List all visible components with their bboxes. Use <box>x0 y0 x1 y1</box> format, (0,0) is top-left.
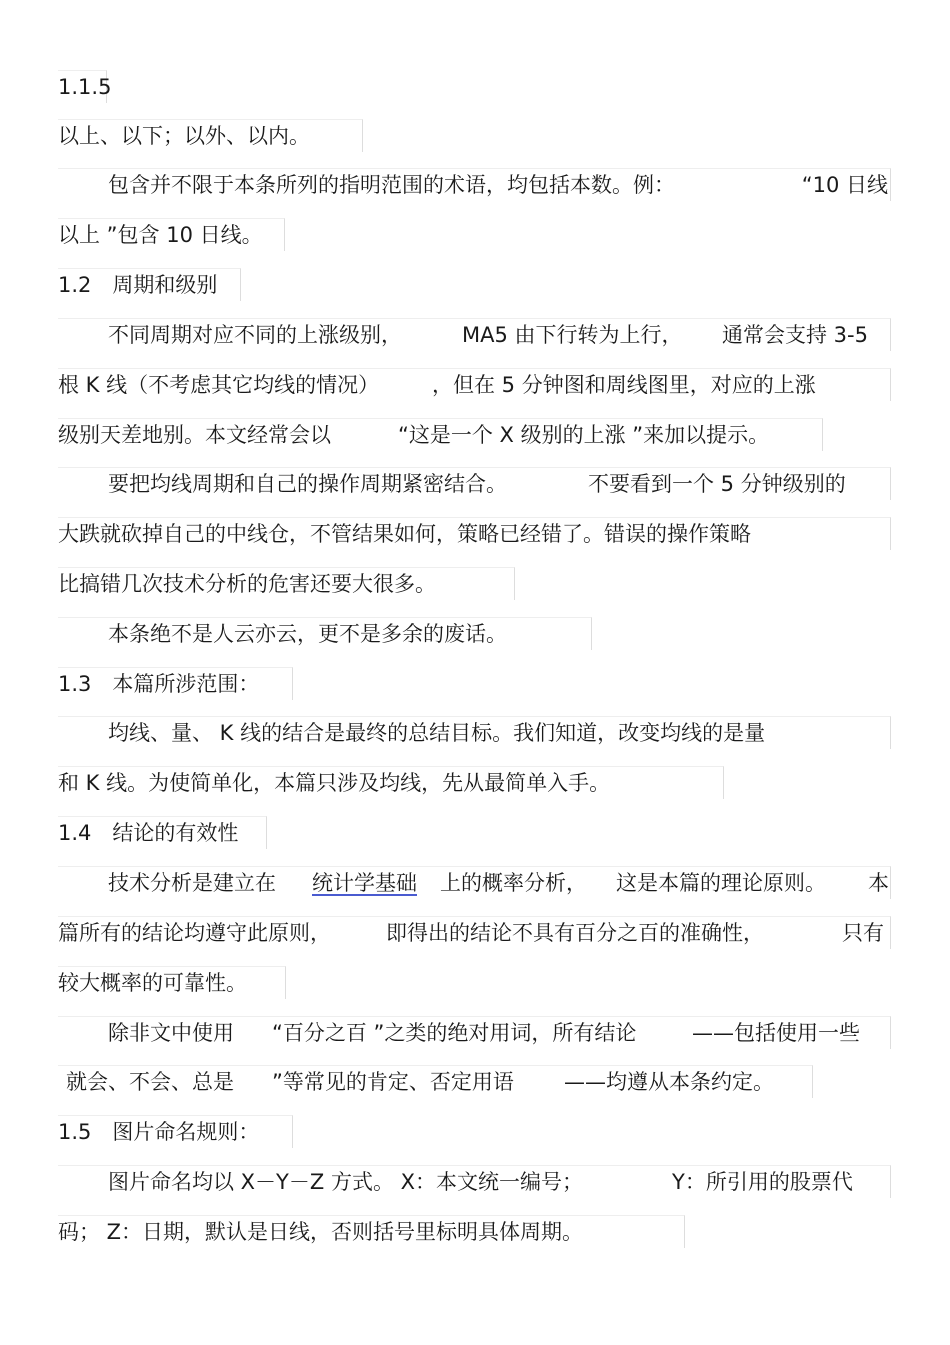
section-heading-1-1-5: 1.1.5 <box>58 75 112 99</box>
paragraph-line: 包含并不限于本条所列的指明范围的术语，均包括本数。例： “10 日线 <box>108 173 888 197</box>
paragraph-line-part: Y：所引用的股票代 <box>672 1170 853 1194</box>
paragraph-line-part: ，但在 5 分钟图和周线图里，对应的上涨 <box>432 373 816 397</box>
paragraph-line: 根 K 线（不考虑其它均线的情况） <box>58 373 380 397</box>
paragraph-line: 均线、量、 K 线的结合是最终的总结目标。我们知道，改变均线的是量 <box>108 721 766 745</box>
paragraph-line: 技术分析是建立在 <box>108 871 276 895</box>
paragraph-line: 大跌就砍掉自己的中线仓，不管结果如何，策略已经错了。错误的操作策略 <box>58 522 751 546</box>
paragraph-line-part: 通常会支持 3-5 <box>722 323 868 347</box>
paragraph-line-part: ”等常见的肯定、否定用语 <box>272 1070 514 1094</box>
paragraph-line-part: MA5 由下行转为上行， <box>462 323 683 347</box>
paragraph-line-part: 上的概率分析， <box>440 871 587 895</box>
paragraph-line: 要把均线周期和自己的操作周期紧密结合。 <box>108 472 507 496</box>
statistics-basis-link[interactable]: 统计学基础 <box>312 871 417 895</box>
paragraph-line: 就会、不会、总是 <box>66 1070 234 1094</box>
paragraph-line: 图片命名均以 X－Y－Z 方式。 X：本文统一编号； <box>108 1170 584 1194</box>
section-heading-1-4: 1.4 结论的有效性 <box>58 821 239 845</box>
paragraph-line-part: ——包括使用一些 <box>692 1021 860 1045</box>
paragraph-line: 以上 ”包含 10 日线。 <box>58 223 263 247</box>
paragraph-line: 比搞错几次技术分析的危害还要大很多。 <box>58 572 436 596</box>
paragraph-line: 不同周期对应不同的上涨级别， <box>108 323 402 347</box>
paragraph-line-part: 即得出的结论不具有百分之百的准确性， <box>386 921 764 945</box>
paragraph-line: 篇所有的结论均遵守此原则， <box>58 921 331 945</box>
paragraph-line: 码； Z：日期，默认是日线，否则括号里标明具体周期。 <box>58 1220 584 1244</box>
section-heading-1-3: 1.3 本篇所涉范围： <box>58 672 260 696</box>
paragraph-line: 本条绝不是人云亦云，更不是多余的废话。 <box>108 622 507 646</box>
paragraph-line-part: 不要看到一个 5 分钟级别的 <box>588 472 846 496</box>
paragraph-line-part: “百分之百 ”之类的绝对用词，所有结论 <box>272 1021 637 1045</box>
paragraph-line-part: 这是本篇的理论原则。 <box>616 871 826 895</box>
paragraph-line-part: 本 <box>868 871 889 895</box>
paragraph-line: 和 K 线。为使简单化，本篇只涉及均线，先从最简单入手。 <box>58 771 611 795</box>
paragraph-line: 以上、以下；以外、以内。 <box>58 124 310 148</box>
paragraph-line-part: ——均遵从本条约定。 <box>564 1070 774 1094</box>
paragraph-line-part: “这是一个 X 级别的上涨 ”来加以提示。 <box>398 423 770 447</box>
section-heading-1-2: 1.2 周期和级别 <box>58 273 218 297</box>
section-heading-1-5: 1.5 图片命名规则： <box>58 1120 260 1144</box>
paragraph-line: 较大概率的可靠性。 <box>58 971 247 995</box>
paragraph-line: 级别天差地别。本文经常会以 <box>58 423 331 447</box>
paragraph-line: 除非文中使用 <box>108 1021 234 1045</box>
paragraph-line-part: 只有 <box>842 921 884 945</box>
